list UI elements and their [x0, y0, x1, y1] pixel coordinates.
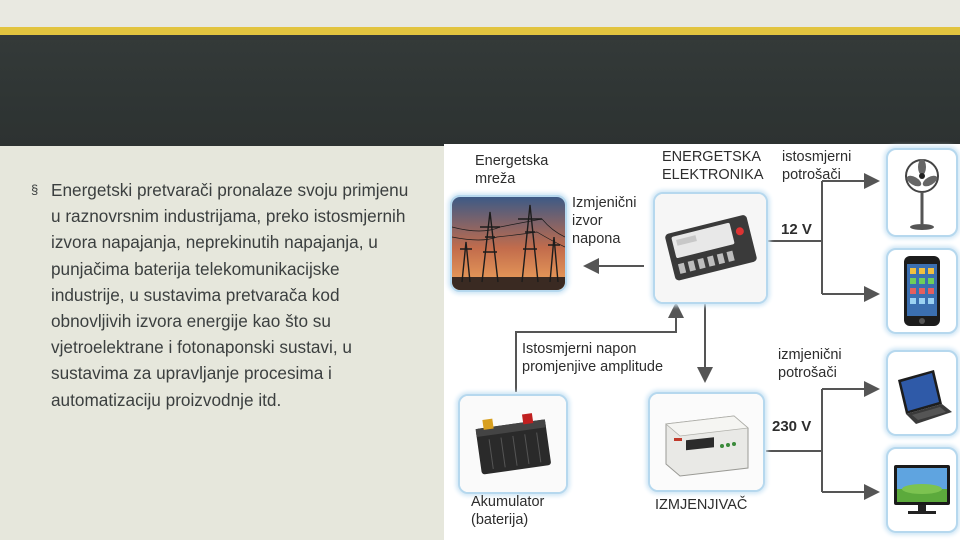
grid-node	[450, 195, 567, 292]
power-lines-icon	[452, 197, 565, 290]
battery-node	[458, 394, 568, 494]
label-grid: Energetska mreža	[475, 153, 549, 187]
label-ac-consumers: izmjenični potrošači	[778, 347, 842, 381]
smartphone-icon	[888, 250, 956, 332]
television-icon	[888, 449, 956, 531]
label-power-electronics: ENERGETSKA ELEKTRONIKA	[662, 149, 764, 183]
label-dc-variable: Istosmjerni napon promjenjive amplitude	[522, 341, 664, 375]
bullet-paragraph	[31, 177, 416, 413]
label-230v: 230 V	[772, 418, 812, 435]
accent-stripe	[0, 27, 960, 35]
label-dc-consumers: istosmjerni potrošači	[782, 149, 852, 183]
label-battery: Akumulator (baterija)	[471, 494, 545, 528]
bullet-marker: §	[31, 182, 39, 197]
fan-node	[886, 148, 958, 237]
label-inverter: IZMJENJIVAČ	[655, 497, 748, 513]
inverter-device-icon	[650, 394, 763, 490]
power-electronics-diagram	[444, 144, 960, 540]
controller-device-icon	[655, 194, 766, 302]
inverter-node	[648, 392, 765, 492]
laptop-icon	[888, 352, 956, 434]
label-12v: 12 V	[781, 221, 812, 238]
power-electronics-node	[653, 192, 768, 304]
fan-icon	[888, 150, 956, 235]
battery-icon	[460, 396, 566, 492]
title-banner	[0, 35, 960, 146]
laptop-node	[886, 350, 958, 436]
bullet-body: Energetski pretvarači pronalaze svoju primjenu u raznovrsnim industrijama, preko istosmjernih izvora napajanja, neprekinutih napajanja, u punjačima baterija telekomunikacijske industrije, u sustavima pretvarača kod obnovljivih izvora energije kao što su vjetroelektrane i fotonaponski sustavi, u sustavima za upravljanje procesima i automatizaciju proizvodnje itd.	[51, 180, 409, 410]
label-ac-source: Izmjenični izvor napona	[572, 195, 637, 247]
phone-node	[886, 248, 958, 334]
tv-node	[886, 447, 958, 533]
